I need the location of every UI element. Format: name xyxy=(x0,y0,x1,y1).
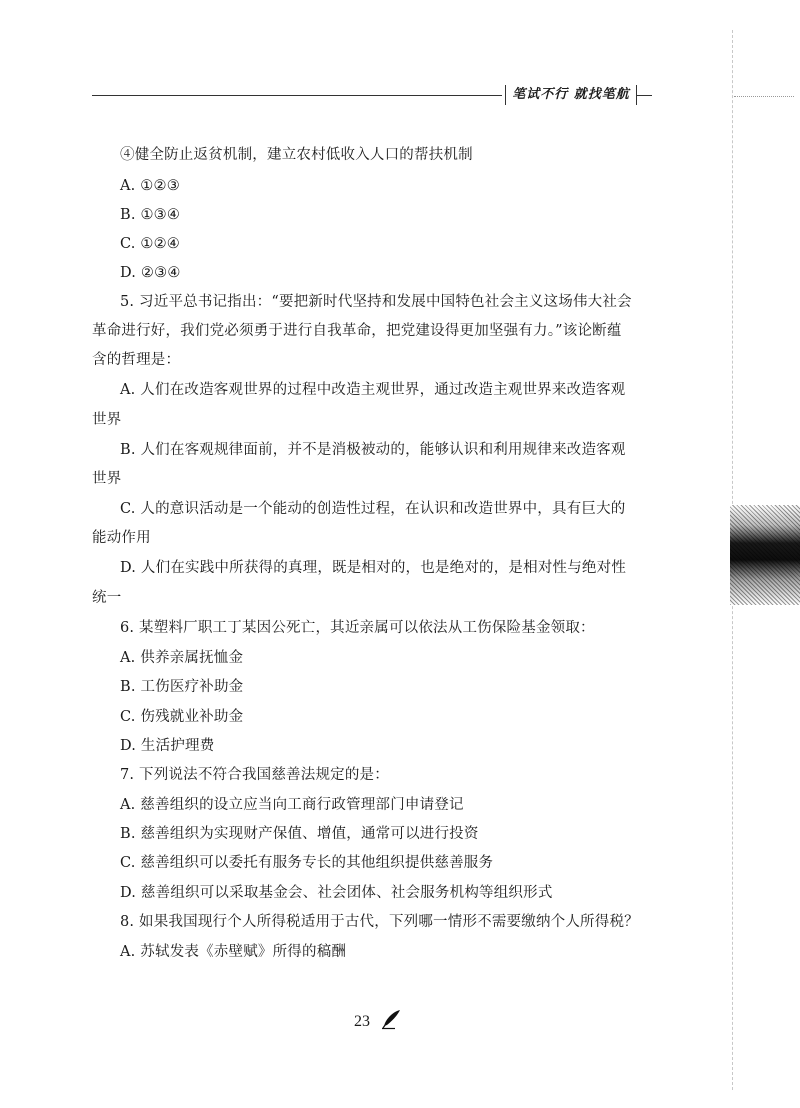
option-line: C. ①②④ xyxy=(120,236,180,252)
quill-pen-icon xyxy=(380,1008,402,1030)
scan-artifact xyxy=(730,505,800,605)
option-line: D. 慈善组织可以采取基金会、社会团体、社会服务机构等组织形式 xyxy=(120,885,553,901)
option-line: A. 供养亲属抚恤金 xyxy=(120,650,244,666)
option-line: D. ②③④ xyxy=(120,265,181,281)
header-slogan: 笔试不行 就找笔航 xyxy=(505,85,637,105)
option-line: A. 慈善组织的设立应当向工商行政管理部门申请登记 xyxy=(120,797,464,813)
page-number: 23 xyxy=(354,1013,370,1030)
option-line: 世界 xyxy=(92,471,122,487)
option-line: 统一 xyxy=(92,590,122,606)
question-line: 革命进行好，我们党必须勇于进行自我革命，把党建设得更加坚强有力。”该论断蕴 xyxy=(92,323,622,339)
option-line: C. 慈善组织可以委托有服务专长的其他组织提供慈善服务 xyxy=(120,855,494,871)
option-line: D. 人们在实践中所获得的真理，既是相对的，也是绝对的，是相对性与绝对性 xyxy=(120,560,627,576)
option-line: A. ①②③ xyxy=(120,178,180,194)
option-line: 世界 xyxy=(92,412,122,428)
option-line: B. 人们在客观规律面前，并不是消极被动的，能够认识和利用规律来改造客观 xyxy=(120,442,626,458)
header-rule xyxy=(92,95,502,96)
option-line: D. 生活护理费 xyxy=(120,738,215,754)
option-line: 能动作用 xyxy=(92,530,151,546)
text-line: ④健全防止返贫机制，建立农村低收入人口的帮扶机制 xyxy=(120,147,473,163)
header-rule-right xyxy=(636,95,652,96)
question-line: 含的哲理是： xyxy=(92,352,181,368)
option-line: B. ①③④ xyxy=(120,207,181,223)
question-line: 6. 某塑料厂职工丁某因公死亡，其近亲属可以依法从工伤保险基金领取： xyxy=(120,620,595,636)
question-line: 7. 下列说法不符合我国慈善法规定的是： xyxy=(120,767,389,783)
question-line: 8. 如果我国现行个人所得税适用于古代，下列哪一情形不需要缴纳个人所得税？ xyxy=(120,914,639,930)
option-line: A. 苏轼发表《赤壁赋》所得的稿酬 xyxy=(120,944,347,960)
option-line: A. 人们在改造客观世界的过程中改造主观世界，通过改造主观世界来改造客观 xyxy=(120,382,626,398)
option-line: B. 工伤医疗补助金 xyxy=(120,679,244,695)
question-line: 5. 习近平总书记指出：“要把新时代坚持和发展中国特色社会主义这场伟大社会 xyxy=(120,294,632,310)
scan-edge-dash xyxy=(734,96,794,97)
option-line: C. 伤残就业补助金 xyxy=(120,709,244,725)
option-line: B. 慈善组织为实现财产保值、增值，通常可以进行投资 xyxy=(120,826,479,842)
option-line: C. 人的意识活动是一个能动的创造性过程，在认识和改造世界中，具有巨大的 xyxy=(120,501,626,517)
